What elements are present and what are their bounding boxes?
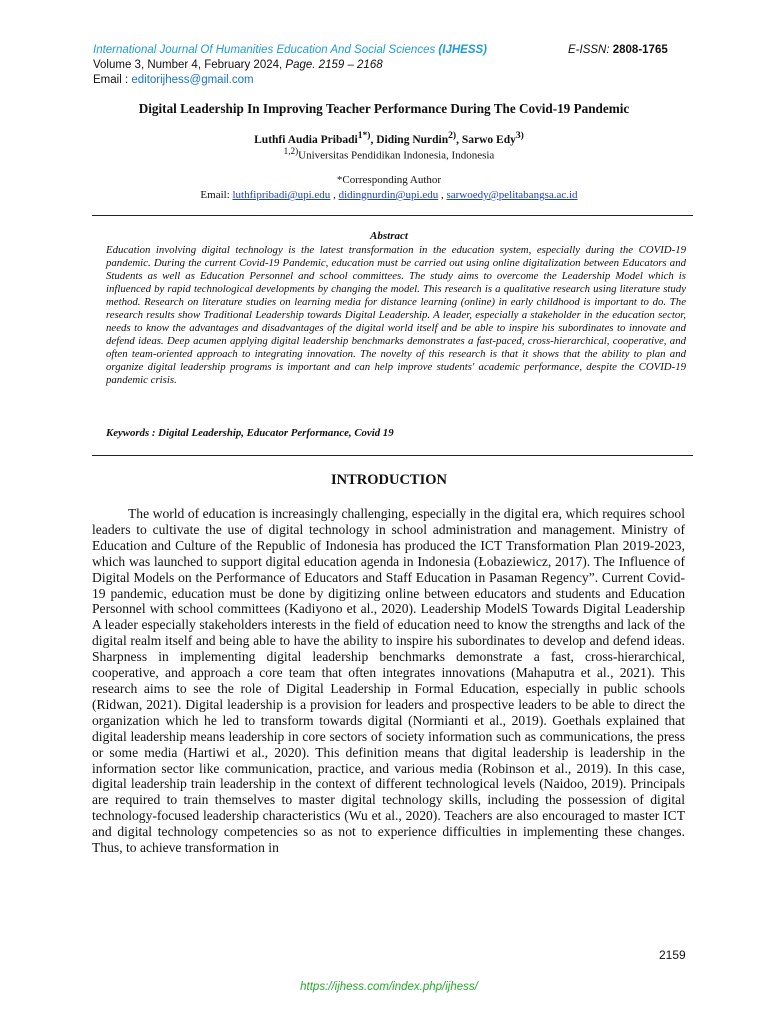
volume-info: Volume 3, Number 4, February 2024,: [93, 59, 283, 71]
editor-email-line: [93, 73, 693, 88]
eissn-value: 2808-1765: [612, 44, 668, 56]
journal-name: International Journal Of Humanities Education And Social Sciences: [93, 44, 436, 56]
affiliation-sup: 1,2): [283, 146, 299, 156]
paper-title: Digital Leadership In Improving Teacher Performance During The Covid-19 Pandemic: [138, 101, 630, 116]
affiliation-text: Universitas Pendidikan Indonesia, Indonesia: [298, 149, 495, 162]
abstract-text: Education involving digital technology is the latest transformation in the education system, especially during the COVID-19 pandemic. During the current Covid-19 Pandemic, education must be carried out using online digitalization between Educators and Students as well as Education Personnel and school committees. The study aims to overcome the Leadership Model which is influenced by rapid technological developments by changing the model. This research is a qualitative research using literature study method. Research on literature studies on learning media for distance learning (online) in early childhood is important to do. The research results show Traditional Leadership towards Digital Leadership. A leader, especially a stakeholder in the education sector, needs to know the advantages and disadvantages of the digital world itself and be able to inspire his subordinates to innovate and defend ideas. Deep acumen applying digital leadership benchmarks demonstrates a fast-paced, cross-hierarchical, cooperative, and often team-oriented approach to integrating innovation. The novelty of this research is that it shows that the ability to plan and organize digital leadership programs is important and can help improve students' academic performance, despite the COVID-19 pandemic crisis.: [106, 244, 686, 386]
emails-label: Email:: [200, 189, 230, 201]
author-list: Luthfi Audia Pribadi$^{1*)}$, Diding Nurdin$^{2)}$, Sarwo Edy$^{3)}$: [254, 130, 524, 146]
author-emails: [0, 189, 768, 201]
journal-url-link[interactable]: https://ijhess.com/index.php/ijhess/: [300, 981, 478, 993]
email-label: Email :: [93, 74, 129, 86]
email-separator: ,: [330, 189, 339, 201]
affiliation: [0, 146, 768, 162]
journal-header: [93, 43, 693, 88]
corresponding-author: *Corresponding Author: [336, 174, 442, 186]
keywords: Keywords : Digital Leadership, Educator Performance, Covid 19: [106, 427, 394, 439]
author-email-link[interactable]: didingnurdin@upi.edu: [338, 189, 439, 201]
author-sup: 1*): [357, 130, 371, 141]
eissn-label: E-ISSN:: [568, 44, 610, 56]
author-name: Sarwo Edy: [461, 133, 516, 146]
email-separator: ,: [438, 189, 447, 201]
page-number: 2159: [659, 948, 686, 962]
editor-email-link[interactable]: editorijhess@gmail.com: [131, 74, 254, 86]
divider-top: [92, 215, 693, 216]
eissn: [568, 43, 668, 58]
author-name: Luthfi Audia Pribadi: [254, 133, 358, 146]
divider-bottom: [92, 455, 693, 456]
abstract-heading: Abstract: [370, 230, 408, 242]
author-name: Diding Nurdin: [376, 133, 449, 146]
volume-line: [93, 58, 693, 73]
author-sup: 3): [515, 130, 524, 141]
author-email-link[interactable]: sarwoedy@pelitabangsa.ac.id: [446, 189, 578, 201]
author-sup: 2): [448, 130, 457, 141]
introduction-text: The world of education is increasingly challenging, especially in the digital era, which requires school leaders to cultivate the use of digital technology in school administration and management. Ministry of Education and Culture of the Republic of Indonesia has produced the ICT Transformation Plan 2019-2023, which was launched to support digital education agenda in Indonesia (Łobaziewicz, 2017). The Influence of Digital Models on the Performance of Educators and Staff Education in Pasaman Regency”. Current Covid-19 pandemic, education must be done by digitizing online between educators and students and Education Personnel with school committees (Kadiyono et al., 2020). Leadership ModelS Towards Digital Leadership A leader especially stakeholders interests in the field of education need to know the strengths and lack of the digital realm itself and being able to have the ability to inspire his subordinates to develop and defend ideas. Sharpness in implementing digital leadership benchmarks demonstrate a fast, cross-hierarchical, cooperative, and approach a core team that often integrates innovations (Mahaputra et al., 2021). This research aims to see the role of Digital Leadership in Formal Education, especially in public schools (Ridwan, 2021). Digital leadership is a provision for leaders and prospective leaders to be able to direct the organization which he led to transform towards digital (Normianti et al., 2019). Goethals explained that digital leadership means leadership in core sectors of society information such as communications, the press or some media (Hartiwi et al., 2020). This definition means that digital leadership is leadership in the information sector like communication, practice, and various media (Robinson et al., 2019). In this case, digital leadership train leadership in the context of different technological levels (Naidoo, 2019). Principals are required to train themselves to master digital technology skills, including the possession of digital technology-focused leadership characteristics (Wu et al., 2020). Teachers are also encouraged to master ICT and digital technology competencies so as not to experience difficulties in implementing these changes. Thus, to achieve transformation in: [92, 506, 685, 856]
author-email-link[interactable]: luthfipribadi@upi.edu: [232, 189, 331, 201]
introduction-heading: INTRODUCTION: [330, 472, 447, 488]
page-range: Page. 2159 – 2168: [285, 59, 383, 71]
journal-abbr: (IJHESS): [438, 44, 487, 56]
journal-title-line: [93, 43, 693, 58]
